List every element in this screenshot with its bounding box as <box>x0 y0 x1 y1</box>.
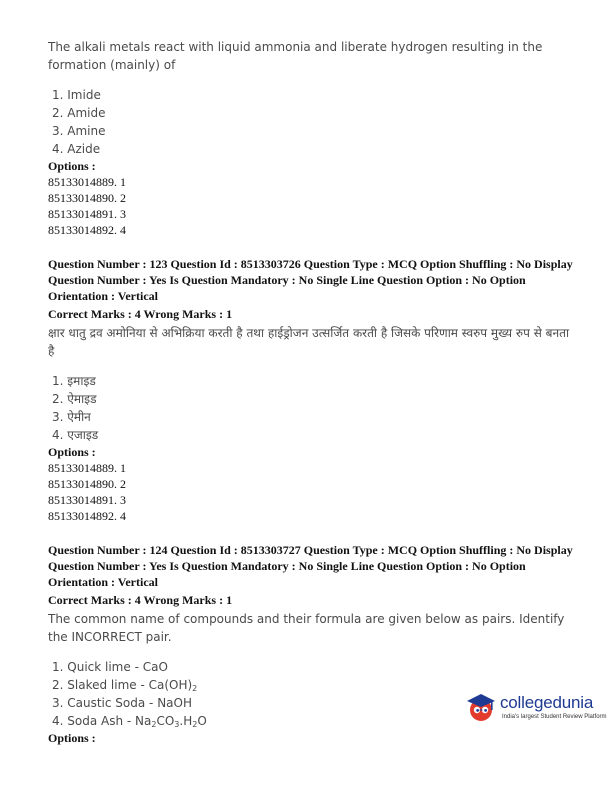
option-id: 85133014891. 3 <box>48 493 126 507</box>
collegedunia-logo <box>464 687 607 733</box>
option-item: 1. इमाइड <box>52 374 96 388</box>
option-id: 85133014890. 2 <box>48 191 126 205</box>
options-label: Options : <box>48 159 96 173</box>
question-1 <box>48 38 578 238</box>
option-item: 1. Quick lime - CaO <box>52 660 168 674</box>
question-text: The alkali metals react with liquid ammonia and liberate hydrogen resulting in the formation (mainly) of <box>48 40 543 72</box>
question-marks: Correct Marks : 4 Wrong Marks : 1 <box>48 307 233 321</box>
option-text: 2. Slaked lime - Ca(OH) <box>52 678 193 692</box>
option-text: CO <box>156 714 175 728</box>
option-id: 85133014891. 3 <box>48 207 126 221</box>
question-meta: Question Number : 123 Question Id : 8513303726 Question Type : MCQ Option Shuffling : No Display Question Number : Yes Is Question Mandatory : No Single Line Question Option : No Option Orientation : Vertical <box>48 257 573 303</box>
question-text: क्षार धातु द्रव अमोनिया से अभिक्रिया करती है तथा हाईड्रोजन उत्सर्जित करती है जिसके परिणाम स्वरुप मुख्य रुप से बनता है <box>48 326 570 358</box>
subscript: 2 <box>192 720 198 729</box>
option-item: 4. एजाइड <box>52 428 99 442</box>
option-list <box>52 86 578 158</box>
option-text: 4. Soda Ash - Na <box>52 714 152 728</box>
option-item: 2. ऐमाइड <box>52 392 97 406</box>
subscript: 3 <box>174 720 180 729</box>
option-id-list <box>48 174 578 238</box>
options-label: Options : <box>48 731 96 745</box>
option-id: 85133014889. 1 <box>48 175 126 189</box>
document-page <box>48 38 578 746</box>
option-item: 1. Imide <box>52 88 101 102</box>
option-id-list <box>48 460 578 524</box>
option-item: 3. ऐमीन <box>52 410 91 424</box>
logo-wordmark: collegedunia <box>500 693 594 712</box>
option-id: 85133014890. 2 <box>48 477 126 491</box>
option-id: 85133014892. 4 <box>48 223 126 237</box>
option-list <box>52 372 578 444</box>
logo-tagline: India's largest Student Review Platform <box>502 714 607 720</box>
option-text: O <box>197 714 207 728</box>
option-item: 3. Caustic Soda - NaOH <box>52 696 192 710</box>
subscript: 2 <box>192 684 198 693</box>
option-id: 85133014892. 4 <box>48 509 126 523</box>
option-id: 85133014889. 1 <box>48 461 126 475</box>
graduation-cap-icon <box>464 689 500 725</box>
question-marks: Correct Marks : 4 Wrong Marks : 1 <box>48 593 233 607</box>
question-meta: Question Number : 124 Question Id : 8513303727 Question Type : MCQ Option Shuffling : No Display Question Number : Yes Is Question Mandatory : No Single Line Question Option : No Option Orientation : Vertical <box>48 543 573 589</box>
option-item: 3. Amine <box>52 124 106 138</box>
question-text: The common name of compounds and their formula are given below as pairs. Identify the INCORRECT pair. <box>48 612 565 644</box>
question-2 <box>48 256 578 524</box>
options-label: Options : <box>48 445 96 459</box>
option-text: .H <box>179 714 193 728</box>
option-item: 2. Amide <box>52 106 106 120</box>
option-item: 4. Azide <box>52 142 101 156</box>
subscript: 2 <box>151 720 157 729</box>
